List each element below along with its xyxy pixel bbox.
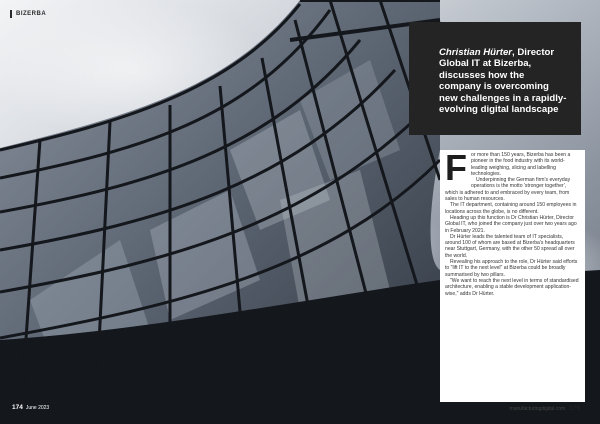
article-paragraph: or more than 150 years, Bizerba has been a pioneer in the food industry with its world-leading weighing, slicing and labelling technologies.: [471, 152, 571, 177]
left-page-number: 174: [12, 404, 23, 411]
article-paragraph: The IT department, containing around 150 employees in locations across the globe, is no different.: [445, 202, 577, 215]
left-folio: [12, 404, 49, 411]
interviewee-name: Christian Hürter: [439, 47, 513, 58]
section-tag: BIZERBA: [10, 10, 46, 18]
right-folio: [510, 405, 580, 412]
article-paragraph: Dr Hürter leads the talented team of IT specialists, around 100 of whom are based at Bizerba's headquarters near Stuttgart, Germany, with the other 50 spread all over the world.: [445, 233, 575, 259]
standfirst-body: , Director Global IT at Bizerba, discusses how the company is overcoming new challenges in a rapidly-evolving digital landscape: [439, 47, 567, 116]
article-paragraph: "We want to reach the next level in terms of standardised architecture, enabling a stable development application-wise," adds Dr Hürter.: [445, 277, 579, 297]
website-url: manufacturingdigital.com: [509, 406, 566, 412]
issue-date: June 2023: [25, 405, 50, 411]
article-paragraph: Heading up this function is Dr Christian Hürter, Director Global IT, who joined the company just over two years ago in February 2021.: [445, 214, 577, 234]
drop-cap: F: [445, 150, 467, 188]
right-page-number: 175: [569, 405, 580, 412]
article-paragraph: Underpinning the German firm's everyday operations is the motto 'stronger together', which is adhered to and embraced by every team, from sales to human resources.: [445, 177, 571, 203]
article-body: [440, 150, 585, 402]
intro-standfirst: [409, 22, 581, 135]
standfirst-text: [439, 47, 567, 115]
article-paragraph: Revealing his approach to the role, Dr Hürter said efforts to "lift IT to the next level" at Bizerba could be broadly summarised by two pillars.: [445, 259, 578, 278]
